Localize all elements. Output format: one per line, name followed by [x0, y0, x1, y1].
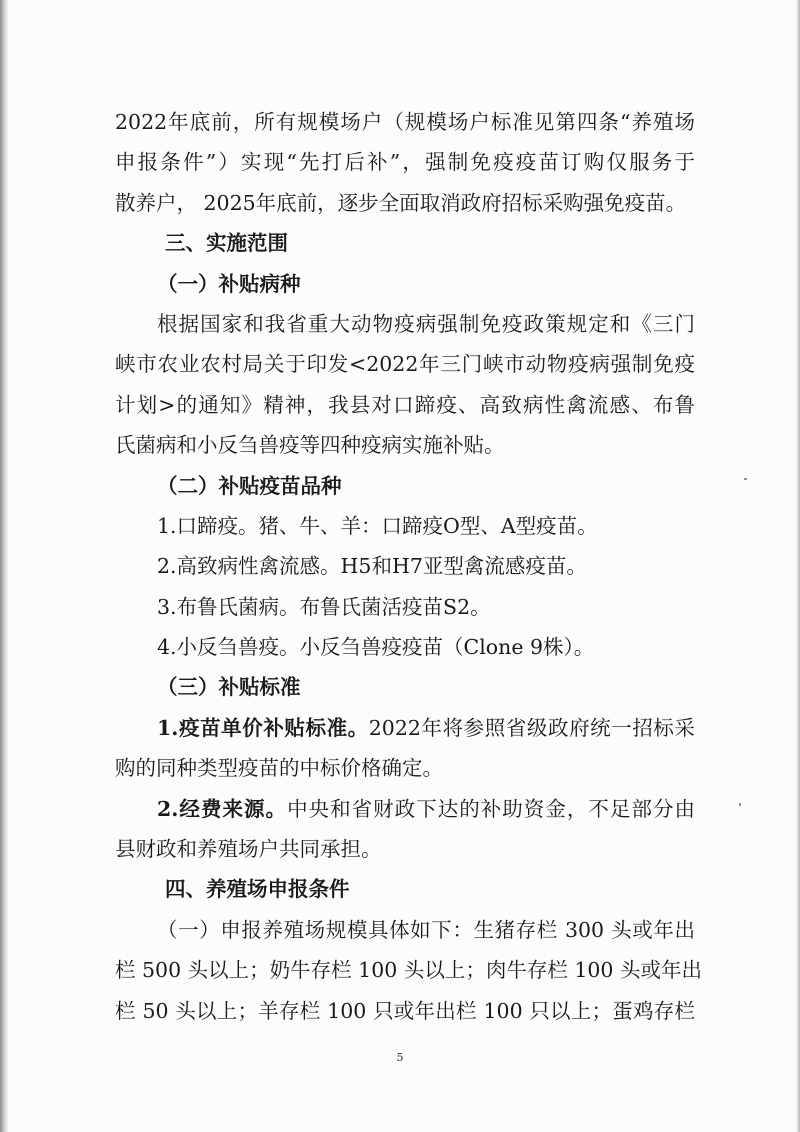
paragraph-line: 栏 500 头以上；奶牛存栏 100 头以上；肉牛存栏 100 头或年出 — [115, 958, 702, 983]
subsection-heading-3: （三）补贴标准 — [157, 675, 301, 700]
vaccine-item: 1.口蹄疫。猪、牛、羊：口蹄疫O型、A型疫苗。 — [157, 513, 598, 538]
paragraph-line: 购的同种类型疫苗的中标价格确定。 — [115, 756, 443, 781]
vaccine-item: 2.高致病性禽流感。H5和H7亚型禽流感疫苗。 — [157, 554, 587, 579]
paragraph-line: 县财政和养殖场户共同承担。 — [115, 837, 382, 862]
paragraph-line: 峡市农业农村局关于印发<2022年三门峡市动物疫病强制免疫 — [115, 352, 695, 377]
standard-1-line — [115, 708, 695, 748]
paragraph-line: 散养户， 2025年底前，逐步全面取消政府招标采购强免疫苗。 — [115, 190, 687, 215]
scan-speck — [744, 478, 747, 480]
paragraph-line: 申报条件”）实现“先打后补”，强制免疫疫苗订购仅服务于 — [115, 150, 695, 175]
paragraph-line: 氏菌病和小反刍兽疫等四种疫病实施补贴。 — [115, 433, 505, 458]
standard-1-text: 2022年将参照省级政府统一招标采 — [368, 715, 696, 740]
paragraph-line: 2022年底前，所有规模场户（规模场户标准见第四条“养殖场 — [115, 110, 695, 134]
paragraph-line: 栏 50 头以上；羊存栏 100 只或年出栏 100 只以上；蛋鸡存栏 — [115, 998, 695, 1023]
standard-2-text: 中央和省财政下达的补助资金，不足部分由 — [287, 796, 696, 821]
section-heading-3: 三、实施范围 — [165, 231, 288, 256]
paragraph-line: 根据国家和我省重大动物疫病强制免疫政策规定和《三门 — [157, 311, 695, 336]
vaccine-item: 4.小反刍兽疫。小反刍兽疫疫苗（Clone 9株）。 — [157, 635, 595, 660]
page-number: 5 — [396, 1051, 404, 1064]
standard-2-label: 2.经费来源。 — [157, 796, 288, 821]
standard-2-line — [115, 789, 695, 829]
vaccine-item: 3.布鲁氏菌病。布鲁氏菌活疫苗S2。 — [157, 594, 491, 619]
document-body — [115, 102, 702, 1031]
scan-edge-left — [0, 0, 9, 1132]
scan-edge-right — [796, 0, 800, 1132]
paragraph-line: （一）申报养殖场规模具体如下：生猪存栏 300 头或年出 — [157, 917, 695, 942]
scan-speck — [739, 803, 741, 806]
section-heading-4: 四、养殖场申报条件 — [165, 877, 350, 902]
subsection-heading-1: （一）补贴病种 — [157, 271, 301, 296]
standard-1-label: 1.疫苗单价补贴标准。 — [157, 715, 369, 740]
subsection-heading-2: （二）补贴疫苗品种 — [157, 473, 342, 498]
paragraph-line: 计划>的通知》精神，我县对口蹄疫、高致病性禽流感、布鲁 — [115, 392, 695, 417]
